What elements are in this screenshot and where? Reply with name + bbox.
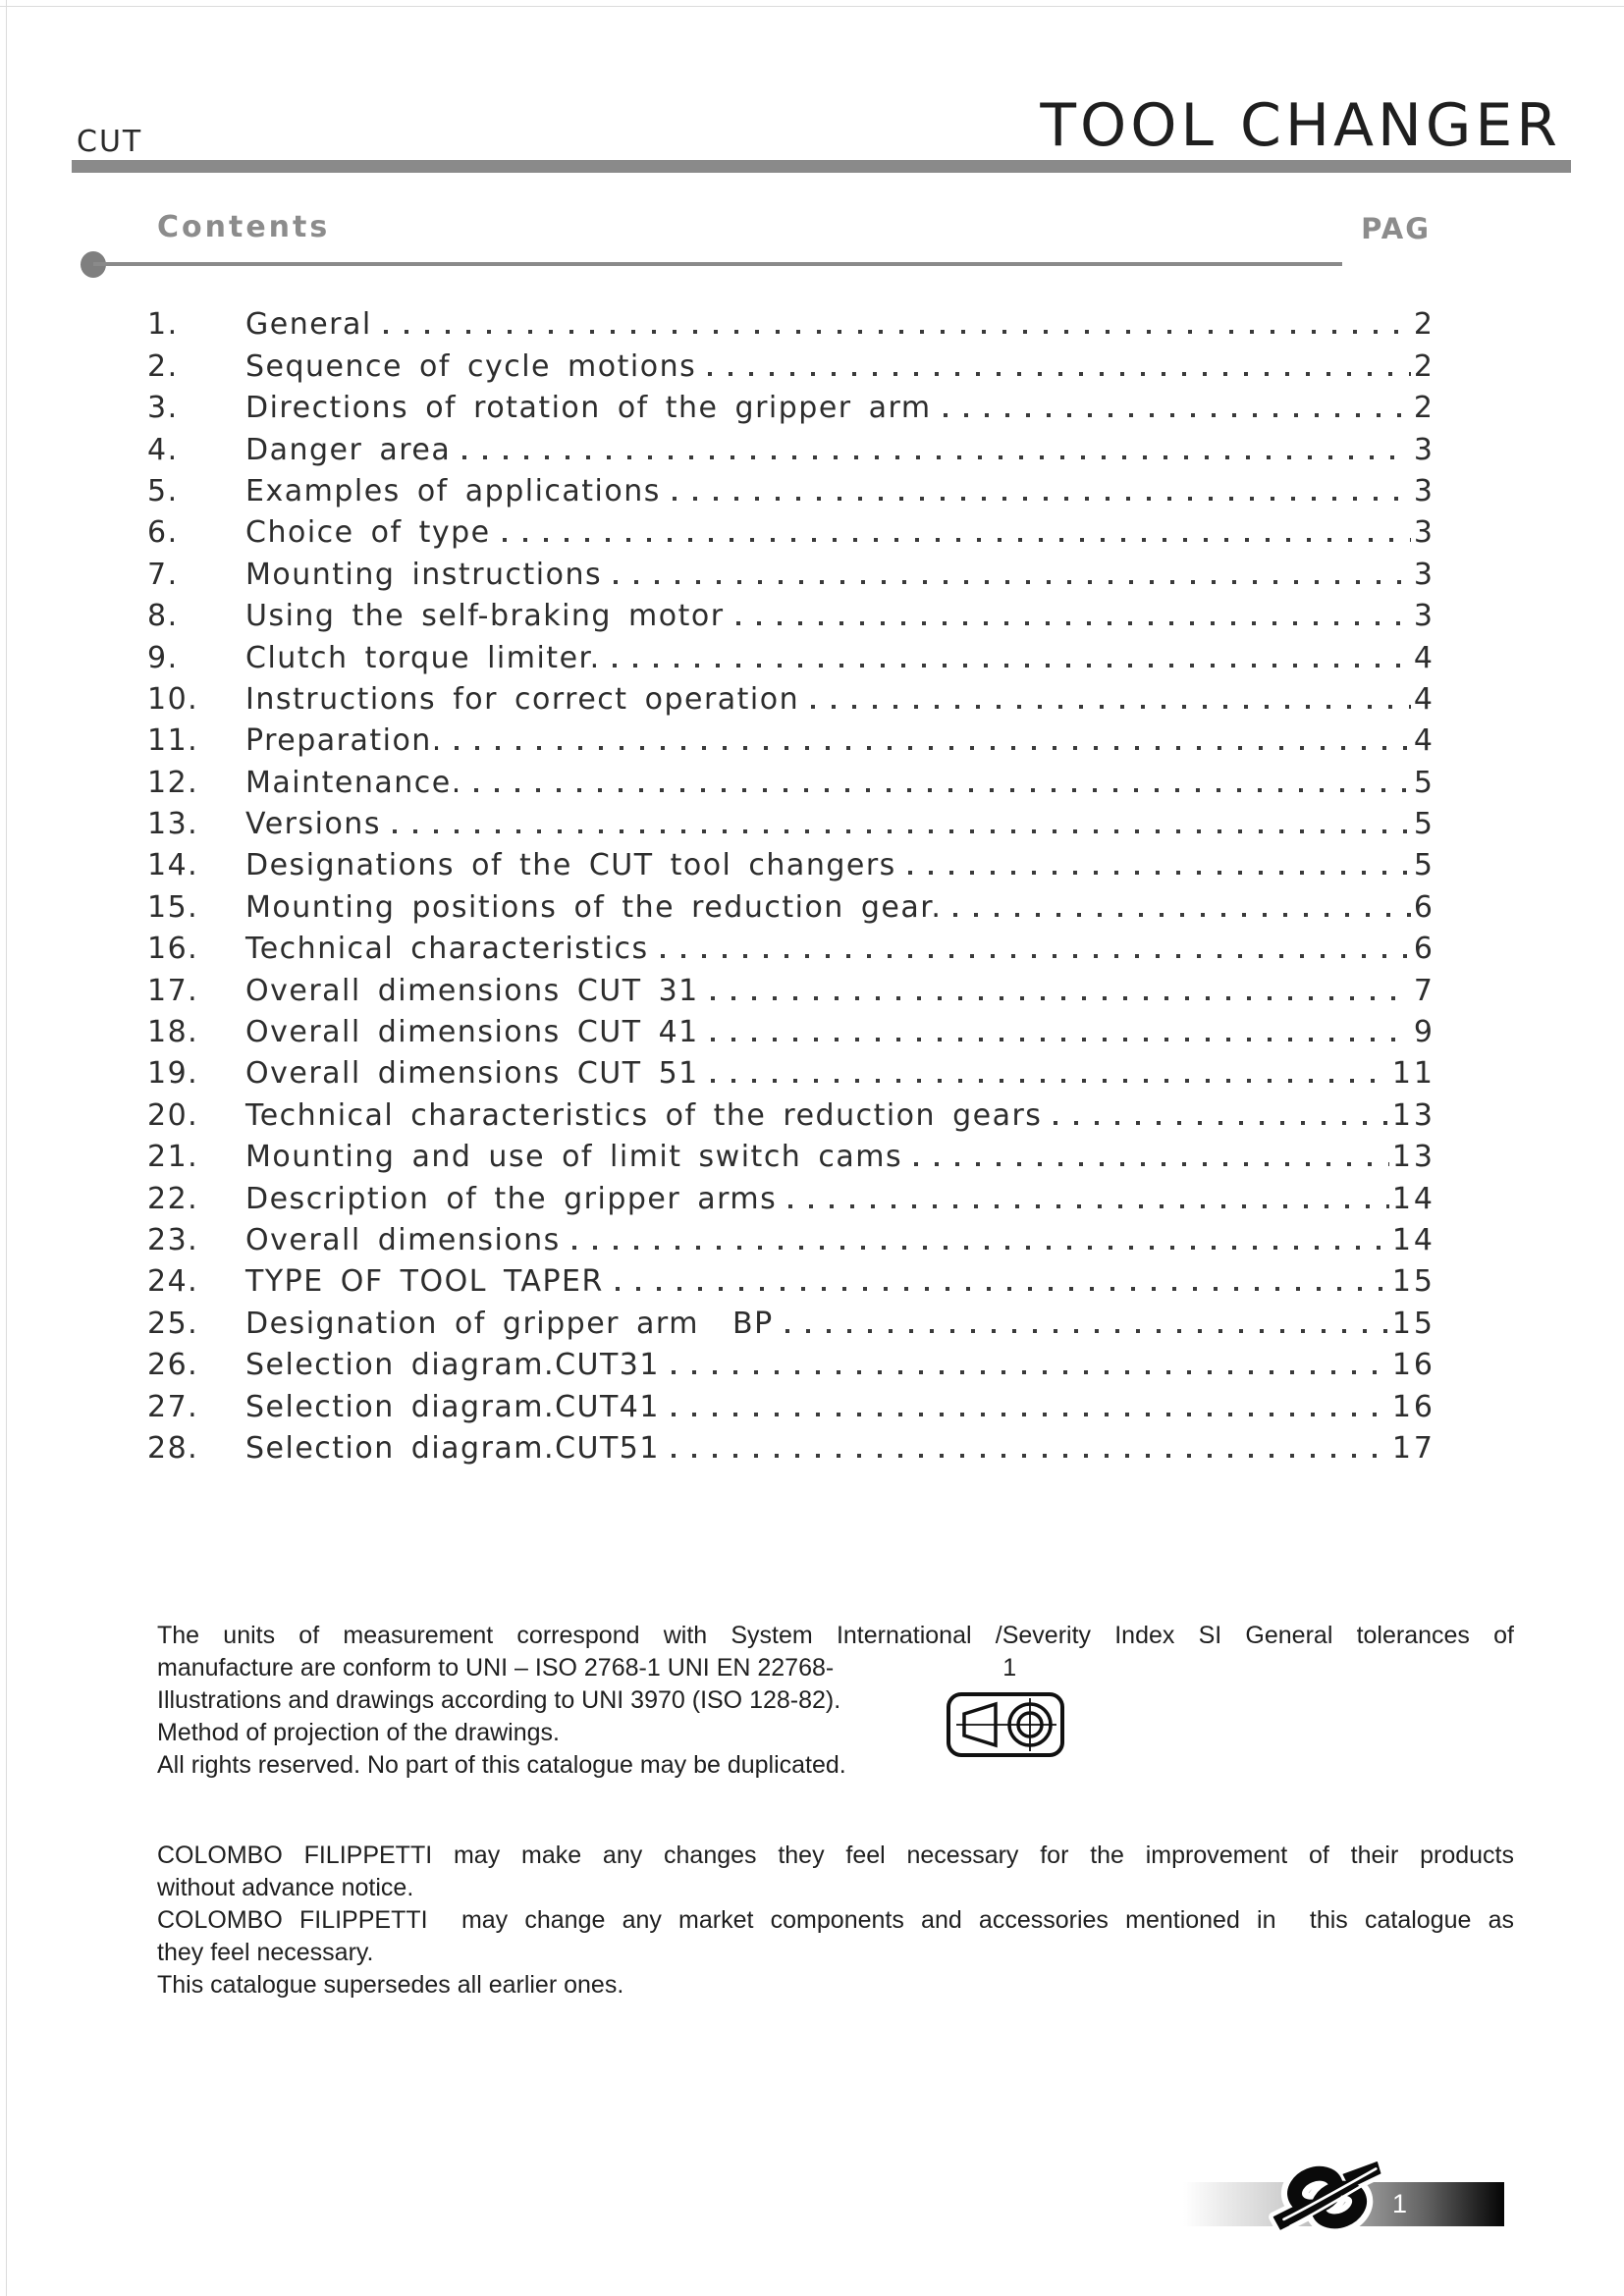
disclaimer-block <box>157 1840 1514 2002</box>
toc-item-page: 5 <box>1413 807 1435 842</box>
toc-item-number: 15. <box>147 889 199 925</box>
toc-item-number: 5. <box>147 473 179 508</box>
toc-leader-dots <box>944 413 1411 417</box>
toc-item-title: Maintenance. <box>245 765 462 800</box>
toc-leader-dots <box>503 538 1411 542</box>
toc-item <box>147 1341 1435 1382</box>
toc-leader-dots <box>953 913 1411 917</box>
toc-item <box>147 800 1435 841</box>
toc-item-number: 6. <box>147 515 179 551</box>
note-line: All rights reserved. No part of this catalogue may be duplicated. <box>157 1751 846 1779</box>
toc-item <box>147 300 1435 342</box>
toc-item-number: 19. <box>147 1056 199 1092</box>
toc-leader-dots <box>613 664 1411 667</box>
toc-item-page: 15 <box>1391 1306 1435 1341</box>
toc-leader-dots <box>673 497 1411 501</box>
toc-item-number: 14. <box>147 848 199 883</box>
toc-item <box>147 425 1435 466</box>
toc-item <box>147 467 1435 508</box>
toc-item-page: 9 <box>1413 1015 1435 1050</box>
toc-item-title: Overall dimensions CUT 51 <box>245 1056 699 1092</box>
toc-leader-dots <box>711 996 1411 1000</box>
disclaimer-line: COLOMBO FILIPPETTI may change any market components and accessories mentioned in this catalogue as <box>157 1906 1514 1934</box>
contents-heading: Contents <box>157 210 331 244</box>
first-angle-projection-icon <box>946 1691 1065 1758</box>
scan-edge-left <box>6 0 7 2296</box>
toc-item-number: 11. <box>147 723 199 759</box>
toc-item-title: Designation of gripper arm BP <box>245 1306 774 1341</box>
standards-note <box>157 1620 1514 1782</box>
toc-leader-dots <box>393 829 1411 833</box>
toc-item-page: 16 <box>1391 1389 1435 1424</box>
page-title: TOOL CHANGER <box>1040 91 1561 160</box>
disclaimer-line: This catalogue supersedes all earlier ones. <box>157 1971 624 1999</box>
toc-leader-dots <box>711 1038 1411 1041</box>
toc-item <box>147 508 1435 550</box>
toc-item-title: Choice of type <box>245 515 491 551</box>
toc-leader-dots <box>711 1079 1389 1083</box>
toc-item-number: 17. <box>147 973 199 1008</box>
toc-leader-dots <box>736 621 1411 625</box>
toc-item-title: Selection diagram.CUT31 <box>245 1348 660 1383</box>
toc-item-title: Clutch torque limiter. <box>245 640 601 675</box>
toc-item-title: Directions of rotation of the gripper arm <box>245 391 932 426</box>
toc-item-title: Sequence of cycle motions <box>245 348 697 384</box>
toc-item-number: 2. <box>147 348 179 384</box>
toc-item <box>147 1299 1435 1340</box>
toc-item-number: 12. <box>147 765 199 800</box>
toc-item-title: Overall dimensions CUT 31 <box>245 973 699 1008</box>
toc-item-title: Examples of applications <box>245 473 661 508</box>
toc-leader-dots <box>788 1204 1389 1208</box>
toc-item-title: Description of the gripper arms <box>245 1181 778 1216</box>
toc-item-title: Selection diagram.CUT51 <box>245 1430 660 1466</box>
toc-item-page: 3 <box>1413 515 1435 551</box>
toc-item <box>147 1257 1435 1299</box>
toc-item <box>147 1049 1435 1091</box>
toc-item-page: 3 <box>1413 557 1435 592</box>
toc-item-page: 17 <box>1391 1430 1435 1466</box>
toc-item-number: 3. <box>147 391 179 426</box>
toc-item-number: 8. <box>147 599 179 634</box>
note-line <box>157 1652 1514 1684</box>
toc-item-page: 2 <box>1413 348 1435 384</box>
toc-item <box>147 882 1435 924</box>
toc-item-page: 2 <box>1413 391 1435 426</box>
toc-item <box>147 841 1435 882</box>
toc-item <box>147 1424 1435 1466</box>
toc-item-title: Preparation. <box>245 723 443 759</box>
toc-item <box>147 384 1435 425</box>
toc-item <box>147 1216 1435 1257</box>
toc-item-page: 6 <box>1413 932 1435 967</box>
toc-item-page: 3 <box>1413 432 1435 467</box>
toc-item-title: TYPE OF TOOL TAPER <box>245 1264 604 1300</box>
toc-leader-dots <box>914 1162 1389 1166</box>
toc-item-page: 11 <box>1391 1056 1435 1092</box>
toc-item-page: 3 <box>1413 599 1435 634</box>
toc-item-title: Technical characteristics of the reduction gears <box>245 1097 1043 1133</box>
toc-item-title: Overall dimensions <box>245 1222 561 1257</box>
toc-leader-dots <box>616 1287 1389 1291</box>
toc-item <box>147 1382 1435 1423</box>
toc-item <box>147 342 1435 383</box>
toc-item-title: Using the self-braking motor <box>245 599 725 634</box>
product-code: CUT <box>77 125 143 159</box>
toc-item <box>147 1091 1435 1132</box>
toc-item-number: 13. <box>147 807 199 842</box>
toc-item <box>147 758 1435 799</box>
toc-item-page: 13 <box>1391 1140 1435 1175</box>
toc-item-page: 14 <box>1391 1222 1435 1257</box>
toc-item-page: 5 <box>1413 765 1435 800</box>
toc-leader-dots <box>708 372 1411 376</box>
disclaimer-line: they feel necessary. <box>157 1939 374 1966</box>
toc-leader-dots <box>672 1454 1389 1458</box>
note-line: Illustrations and drawings according to UNI 3970 (ISO 128-82). <box>157 1686 841 1714</box>
toc-item-number: 25. <box>147 1306 199 1341</box>
header-rule <box>72 160 1571 173</box>
toc-item <box>147 675 1435 717</box>
toc-item-page: 4 <box>1413 723 1435 759</box>
toc-item-title: General <box>245 307 372 343</box>
toc-leader-dots <box>1054 1121 1388 1125</box>
toc-leader-dots <box>672 1370 1389 1374</box>
toc-leader-dots <box>672 1413 1389 1416</box>
toc-item-title: Overall dimensions CUT 41 <box>245 1015 699 1050</box>
toc-item-page: 7 <box>1413 973 1435 1008</box>
toc-item <box>147 633 1435 674</box>
toc-item-page: 15 <box>1391 1264 1435 1300</box>
toc-item-number: 22. <box>147 1181 199 1216</box>
toc-item-page: 4 <box>1413 681 1435 717</box>
toc-item <box>147 966 1435 1007</box>
toc-item-number: 26. <box>147 1348 199 1383</box>
toc-item-title: Designations of the CUT tool changers <box>245 848 896 883</box>
note-line: The units of measurement correspond with System International /Severity Index SI General tolerances of <box>157 1622 1514 1649</box>
note-line-text: manufacture are conform to UNI – ISO 2768-1 UNI EN 22768- <box>157 1654 835 1682</box>
toc-item <box>147 925 1435 966</box>
toc-item-number: 4. <box>147 432 179 467</box>
toc-leader-dots <box>614 580 1411 584</box>
toc-item-number: 23. <box>147 1222 199 1257</box>
toc-item-number: 20. <box>147 1097 199 1133</box>
disclaimer-line: without advance notice. <box>157 1874 414 1901</box>
toc-item-title: Instructions for correct operation <box>245 681 800 717</box>
company-logo-icon <box>1269 2158 1384 2236</box>
disclaimer-line: COLOMBO FILIPPETTI may make any changes they feel necessary for the improvement of their products <box>157 1842 1514 1869</box>
toc-item <box>147 592 1435 633</box>
toc-item-page: 14 <box>1391 1181 1435 1216</box>
toc-item-page: 2 <box>1413 307 1435 343</box>
toc-item-page: 13 <box>1391 1097 1435 1133</box>
scan-edge-top <box>0 6 1624 7</box>
toc-leader-dots <box>785 1329 1389 1333</box>
toc-item-page: 5 <box>1413 848 1435 883</box>
toc-item <box>147 1008 1435 1049</box>
toc-item-number: 9. <box>147 640 179 675</box>
note-line: Method of projection of the drawings. <box>157 1719 560 1746</box>
toc-item-number: 10. <box>147 681 199 717</box>
toc-item <box>147 550 1435 591</box>
toc-item-number: 16. <box>147 932 199 967</box>
toc-leader-dots <box>661 954 1411 958</box>
contents-rule <box>93 262 1342 266</box>
toc-item-title: Mounting instructions <box>245 557 603 592</box>
toc-item-number: 1. <box>147 307 179 343</box>
toc-item <box>147 1133 1435 1174</box>
toc-item-page: 16 <box>1391 1348 1435 1383</box>
toc-item-number: 24. <box>147 1264 199 1300</box>
toc-list <box>147 300 1435 1466</box>
note-line-suffix: 1 <box>1002 1654 1017 1682</box>
toc-item-title: Versions <box>245 807 381 842</box>
toc-item-number: 21. <box>147 1140 199 1175</box>
toc-item-number: 27. <box>147 1389 199 1424</box>
toc-item-number: 7. <box>147 557 179 592</box>
toc-item-page: 3 <box>1413 473 1435 508</box>
toc-item-page: 4 <box>1413 640 1435 675</box>
toc-item <box>147 1174 1435 1215</box>
toc-leader-dots <box>908 871 1411 875</box>
toc-leader-dots <box>572 1246 1389 1250</box>
toc-item-title: Mounting and use of limit switch cams <box>245 1140 903 1175</box>
toc-item-title: Danger area <box>245 432 452 467</box>
toc-item-page: 6 <box>1413 889 1435 925</box>
toc-item-number: 18. <box>147 1015 199 1050</box>
toc-item-title: Mounting positions of the reduction gear. <box>245 889 943 925</box>
toc-leader-dots <box>811 705 1411 709</box>
toc-leader-dots <box>384 330 1411 334</box>
toc-leader-dots <box>455 746 1411 750</box>
toc-item-number: 28. <box>147 1430 199 1466</box>
toc-item-title: Selection diagram.CUT41 <box>245 1389 660 1424</box>
toc-item-title: Technical characteristics <box>245 932 649 967</box>
page-number: 1 <box>1392 2189 1408 2218</box>
page-column-label: PAG <box>1361 212 1431 245</box>
toc-leader-dots <box>474 788 1411 792</box>
toc-leader-dots <box>462 455 1411 459</box>
toc-item <box>147 717 1435 758</box>
